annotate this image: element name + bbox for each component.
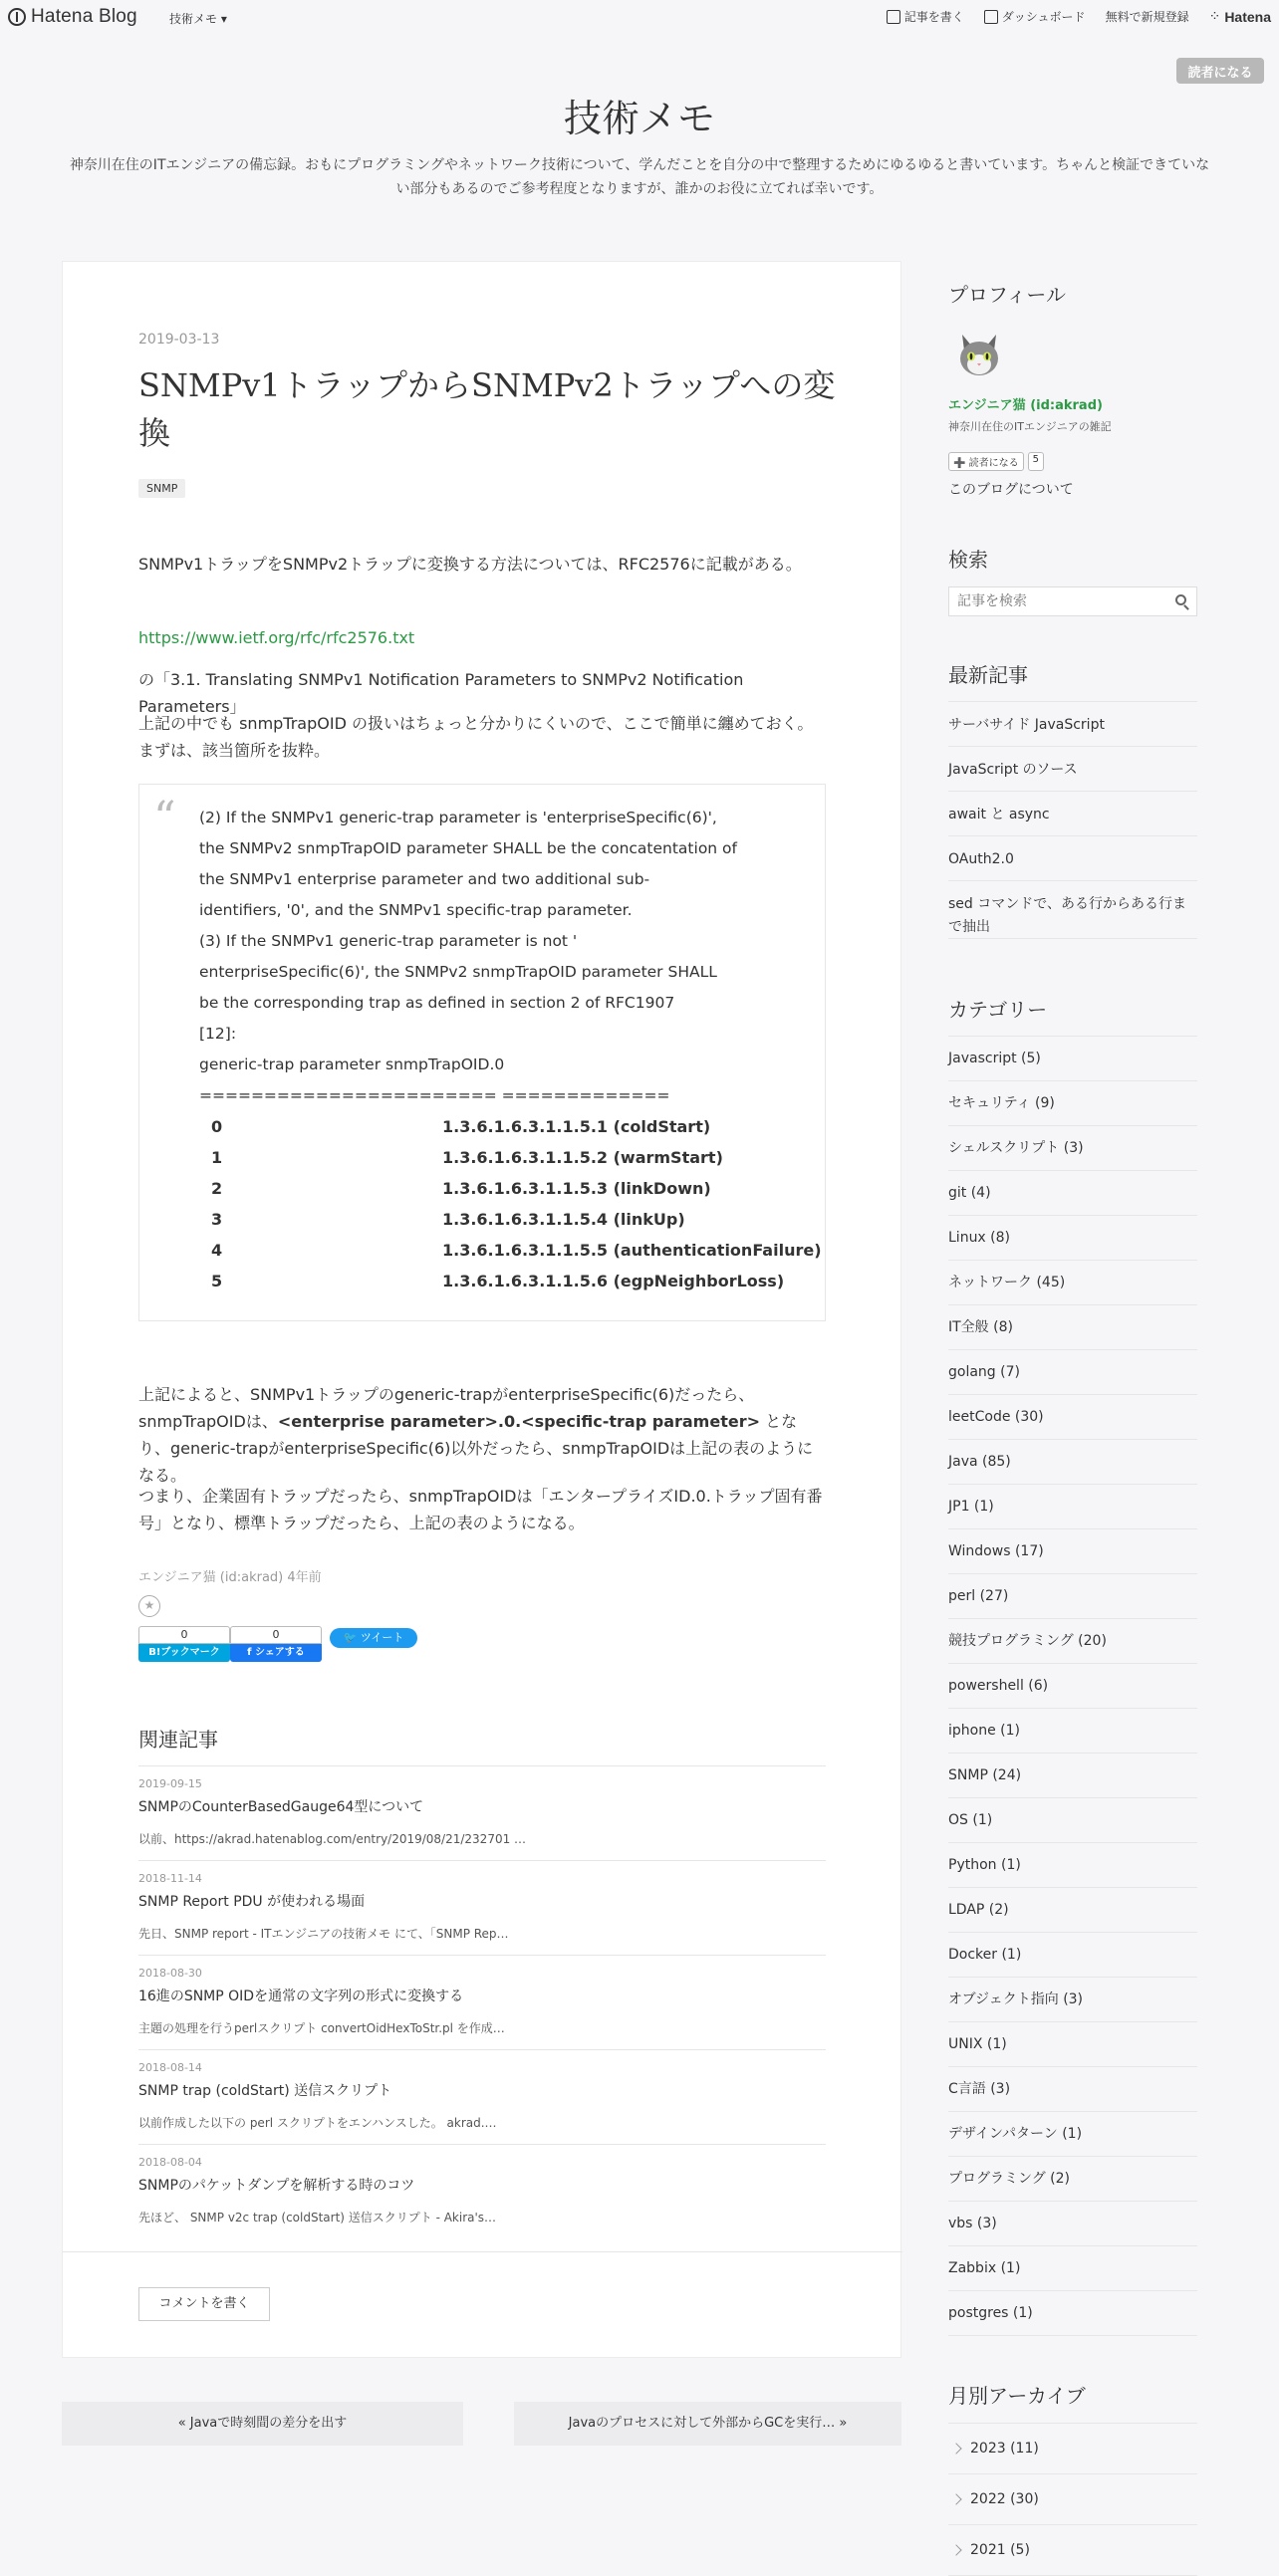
category-link[interactable]: SNMP (24) [948, 1754, 1197, 1798]
related-snippet: 先日、SNMP report - ITエンジニアの技術メモ にて、「SNMP Rep… [138, 1927, 509, 1941]
category-link[interactable]: IT全般 (8) [948, 1305, 1197, 1350]
category-link[interactable]: セキュリティ (9) [948, 1081, 1197, 1126]
share-count: 0 [230, 1626, 322, 1644]
category-link[interactable]: Zabbix (1) [948, 2246, 1197, 2291]
blog-description: 神奈川在住のITエンジニアの備忘録。おもにプログラミングやネットワーク技術について、学んだことを自分の中で整理するためにゆるゆると書いています。ちゃんと検証できていない部分もあるのでご参考程度となりますが、誰かのお役に立てれば幸いです。 [69, 157, 1210, 197]
quote-line: identifiers, '0', and the SNMPv1 specific-trap parameter. [199, 901, 633, 919]
archive-year-item[interactable] [948, 2424, 1197, 2474]
hatena-bookmark-widget[interactable] [138, 1626, 230, 1662]
hatena-blog-logo[interactable] [8, 6, 137, 28]
generic-trap-cell: 1 [211, 1148, 223, 1167]
category-link[interactable]: プログラミング (2) [948, 2157, 1197, 2202]
category-link[interactable]: Docker (1) [948, 1933, 1197, 1978]
paragraph-4-part-b: となり、generic-trapがenterpriseSpecific(6)以外だったら、snmpTrapOIDは上記の表のようになる。 [138, 1412, 814, 1485]
related-item[interactable] [138, 1872, 826, 1942]
related-title[interactable]: SNMP trap (coldStart) 送信スクリプト [138, 2083, 392, 2099]
recent-posts-heading: 最新記事 [948, 663, 1028, 687]
category-link[interactable]: C言語 (3) [948, 2067, 1197, 2112]
divider [138, 1860, 826, 1861]
tweet-label: ツイート [360, 1631, 404, 1644]
quote-line: the SNMPv2 snmpTrapOID parameter SHALL be the concatentation of [199, 839, 737, 857]
archive-year-item[interactable] [948, 2474, 1197, 2525]
about-blog-link[interactable]: このブログについて [948, 482, 1074, 498]
generic-trap-cell: 2 [211, 1179, 223, 1198]
related-title[interactable]: SNMP Report PDU が使われる場面 [138, 1894, 366, 1910]
divider [138, 1765, 826, 1766]
snmp-trap-oid-cell: 1.3.6.1.6.3.1.1.5.6 (egpNeighborLoss) [442, 1272, 785, 1290]
recent-post-link[interactable]: await と async [948, 792, 1197, 836]
subscribe-button[interactable]: 読者になる [1176, 58, 1264, 84]
related-date: 2018-08-04 [138, 2156, 202, 2169]
dashboard-link[interactable] [984, 8, 1086, 25]
twitter-bird-icon: 🐦 [343, 1631, 358, 1644]
recent-post-link[interactable]: sed コマンドで、ある行からある行まで抽出 [948, 881, 1197, 939]
archive-year-label[interactable]: 2021 (5) [970, 2542, 1030, 2558]
related-item[interactable] [138, 2061, 826, 2131]
generic-trap-cell: 0 [211, 1117, 223, 1136]
category-link[interactable]: OS (1) [948, 1798, 1197, 1843]
related-date: 2018-11-14 [138, 1872, 202, 1885]
related-item[interactable] [138, 1777, 826, 1847]
category-link[interactable]: Windows (17) [948, 1529, 1197, 1574]
trap-table [201, 1111, 822, 1296]
recent-posts-list [948, 701, 1197, 939]
category-link[interactable]: 競技プログラミング (20) [948, 1619, 1197, 1664]
paragraph-4-part-a: 上記によると、SNMPv1トラップのgeneric-trapがenterpriseSpecific(6)だったら、snmpTrapOIDは、 [138, 1385, 755, 1431]
related-title[interactable]: 16進のSNMP OIDを通常の文字列の形式に変換する [138, 1989, 464, 2004]
category-link[interactable]: perl (27) [948, 1574, 1197, 1619]
profile-description: 神奈川在住のITエンジニアの雑記 [948, 420, 1112, 433]
article-card [62, 261, 901, 2358]
quote-line: enterpriseSpecific(6)', the SNMPv2 snmpTrapOID parameter SHALL [199, 963, 717, 981]
facebook-share-button[interactable]: f シェアする [230, 1644, 322, 1662]
profile-name[interactable]: エンジニア猫 (id:akrad) [948, 398, 1103, 413]
category-link[interactable]: JP1 (1) [948, 1485, 1197, 1529]
hatena-menu[interactable] [1209, 9, 1271, 25]
profile-follower-count: 5 [1028, 452, 1044, 471]
recent-post-link[interactable]: サーバサイド JavaScript [948, 702, 1197, 747]
recent-post-link[interactable]: JavaScript のソース [948, 747, 1197, 792]
category-link[interactable]: vbs (3) [948, 2202, 1197, 2246]
category-link[interactable]: ネットワーク (45) [948, 1261, 1197, 1305]
snmp-trap-oid-cell: 1.3.6.1.6.3.1.1.5.5 (authenticationFailure) [442, 1241, 822, 1260]
category-link[interactable]: leetCode (30) [948, 1395, 1197, 1440]
avatar[interactable] [954, 329, 1004, 378]
category-link[interactable]: オブジェクト指向 (3) [948, 1978, 1197, 2022]
pencil-icon [887, 10, 900, 24]
generic-trap-cell: 3 [211, 1210, 223, 1229]
divider [138, 1955, 826, 1956]
paragraph-1: SNMPv1トラップをSNMPv2トラップに変換する方法については、RFC2576に記載がある。 [138, 555, 802, 574]
archive-heading: 月別アーカイブ [948, 2384, 1086, 2408]
related-item[interactable] [138, 1967, 826, 2036]
quote-text [199, 803, 737, 1111]
snmp-trap-oid-cell: 1.3.6.1.6.3.1.1.5.3 (linkDown) [442, 1179, 711, 1198]
related-title[interactable]: SNMPのCounterBasedGauge64型について [138, 1799, 424, 1815]
dashboard-icon [984, 10, 998, 24]
post-date[interactable]: 2019-03-13 [138, 332, 220, 348]
category-link[interactable]: iphone (1) [948, 1709, 1197, 1754]
quote-line: (3) If the SNMPv1 generic-trap parameter is not ' [199, 932, 578, 950]
generic-trap-cell: 4 [211, 1241, 223, 1260]
quote-line: the SNMPv1 enterprise parameter and two additional sub- [199, 870, 650, 888]
hatena-dots-icon: ⁘ [1208, 8, 1221, 25]
profile-follow[interactable] [948, 452, 1044, 471]
prev-entry-link[interactable]: « Javaで時刻間の差分を出す [62, 2402, 463, 2446]
bookmark-button[interactable]: B!ブックマーク [138, 1644, 230, 1662]
quote-line: generic-trap parameter snmpTrapOID.0 [199, 1055, 505, 1073]
paragraph-5: つまり、企業固有トラップだったら、snmpTrapOIDは「エンタープライズID.0.トラップ固有番号」となり、標準トラップだったら、上記の表のようになる。 [138, 1487, 823, 1532]
quote-line: (2) If the SNMPv1 generic-trap parameter is 'enterpriseSpecific(6)', [199, 809, 717, 826]
post-category-tag[interactable]: SNMP [138, 479, 185, 498]
category-link[interactable]: Linux (8) [948, 1216, 1197, 1261]
trap-table-row [201, 1142, 822, 1173]
header-nav [887, 8, 1271, 25]
profile-heading: プロフィール [948, 283, 1066, 307]
facebook-share-widget[interactable] [230, 1626, 322, 1662]
blog-title[interactable]: 技術メモ [563, 97, 715, 140]
write-post-label: 記事を書く [903, 10, 964, 24]
blockquote [138, 784, 826, 1321]
chevron-right-icon[interactable] [950, 2443, 961, 2454]
archive-year-label[interactable]: 2022 (30) [970, 2491, 1039, 2507]
category-link[interactable]: Javascript (5) [948, 1037, 1197, 1081]
quote-line: ======================= ============= [199, 1086, 670, 1104]
related-snippet: 先ほど、 SNMP v2c trap (coldStart) 送信スクリプト - Akira's… [138, 2211, 497, 2225]
bookmark-count: 0 [138, 1626, 230, 1644]
trap-table-row [201, 1173, 822, 1204]
paragraph-2: の「3.1. Translating SNMPv1 Notification Parameters to SNMPv2 Notification Parameters」 [138, 670, 744, 716]
search-icon[interactable] [1175, 594, 1186, 605]
snmp-trap-oid-cell: 1.3.6.1.6.3.1.1.5.2 (warmStart) [442, 1148, 723, 1167]
snmp-trap-oid-cell: 1.3.6.1.6.3.1.1.5.1 (coldStart) [442, 1117, 711, 1136]
signup-link[interactable] [1106, 8, 1189, 25]
rfc-link[interactable]: https://www.ietf.org/rfc/rfc2576.txt [138, 628, 415, 647]
divider [138, 2049, 826, 2050]
profile-follow-button[interactable]: ➕ 読者になる [948, 452, 1024, 471]
related-date: 2019-09-15 [138, 1777, 202, 1790]
related-date: 2018-08-14 [138, 2061, 202, 2074]
category-link[interactable]: デザインパターン (1) [948, 2112, 1197, 2157]
related-snippet: 主題の処理を行うperlスクリプト convertOidHexToStr.pl を作成… [138, 2021, 505, 2035]
category-link[interactable]: LDAP (2) [948, 1888, 1197, 1933]
write-post-link[interactable] [887, 8, 964, 25]
divider [138, 2144, 826, 2145]
write-comment-button[interactable]: コメントを書く [138, 2287, 270, 2321]
trap-table-row [201, 1235, 822, 1266]
paragraph-4-bold: <enterprise parameter>.0.<specific-trap parameter> [277, 1412, 760, 1431]
category-heading: カテゴリー [948, 998, 1048, 1022]
quote-mark-icon: “ [153, 793, 176, 843]
next-entry-link[interactable]: Javaのプロセスに対して外部からGCを実行… » [514, 2402, 901, 2446]
generic-trap-cell: 5 [211, 1272, 223, 1290]
category-link[interactable]: golang (7) [948, 1350, 1197, 1395]
post-title[interactable]: SNMPv1トラップからSNMPv2トラップへの変換 [138, 366, 836, 452]
snmp-trap-oid-cell: 1.3.6.1.6.3.1.1.5.4 (linkUp) [442, 1210, 685, 1229]
related-date: 2018-08-30 [138, 1967, 202, 1980]
dashboard-label: ダッシュボード [1001, 10, 1086, 24]
recent-post-link[interactable]: OAuth2.0 [948, 836, 1197, 881]
chevron-right-icon[interactable] [950, 2493, 961, 2504]
related-title[interactable]: SNMPのパケットダンプを解析する時のコツ [138, 2178, 415, 2194]
trap-table-row [201, 1204, 822, 1235]
quote-line: be the corresponding trap as defined in section 2 of RFC1907 [199, 994, 675, 1012]
quote-line: [12]: [199, 1025, 237, 1043]
archive-year-item[interactable] [948, 2525, 1197, 2576]
paragraph-3: 上記の中でも snmpTrapOID の扱いはちょっと分かりにくいので、ここで簡単に纏めておく。まずは、該当箇所を抜粋。 [138, 714, 814, 760]
blog-menu-dropdown[interactable]: 技術メモ ▾ [169, 12, 227, 26]
category-link[interactable]: Java (85) [948, 1440, 1197, 1485]
search-heading: 検索 [948, 548, 988, 572]
category-list [948, 1036, 1197, 2336]
add-star-button[interactable]: ★ [138, 1595, 160, 1617]
related-heading: 関連記事 [138, 1728, 218, 1752]
category-link[interactable]: Python (1) [948, 1843, 1197, 1888]
tweet-button[interactable] [330, 1628, 417, 1648]
category-link[interactable]: powershell (6) [948, 1664, 1197, 1709]
trap-table-row [201, 1266, 822, 1296]
hatena-brand: Hatena [1224, 8, 1271, 25]
related-item[interactable] [138, 2156, 826, 2225]
category-link[interactable]: postgres (1) [948, 2291, 1197, 2336]
archive-list [948, 2423, 1197, 2576]
global-header [0, 0, 1279, 38]
divider [63, 2251, 902, 2252]
chevron-right-icon[interactable] [950, 2544, 961, 2555]
paragraph-4 [138, 1381, 826, 1489]
related-snippet: 以前作成した以下の perl スクリプトをエンハンスした。 akrad.… [138, 2116, 497, 2130]
archive-year-label[interactable]: 2023 (11) [970, 2441, 1039, 2457]
related-snippet: 以前、https://akrad.hatenablog.com/entry/2019/08/21/232701 … [138, 1832, 527, 1846]
category-link[interactable]: UNIX (1) [948, 2022, 1197, 2067]
hatena-blog-logo-icon [8, 8, 26, 26]
trap-table-row [201, 1111, 822, 1142]
category-link[interactable]: git (4) [948, 1171, 1197, 1216]
logo-text: Hatena Blog [31, 6, 137, 27]
signup-label: 無料で新規登録 [1105, 10, 1189, 24]
search-input[interactable] [948, 586, 1197, 616]
post-author-line[interactable]: エンジニア猫 (id:akrad) 4年前 [138, 1570, 322, 1585]
category-link[interactable]: シェルスクリプト (3) [948, 1126, 1197, 1171]
